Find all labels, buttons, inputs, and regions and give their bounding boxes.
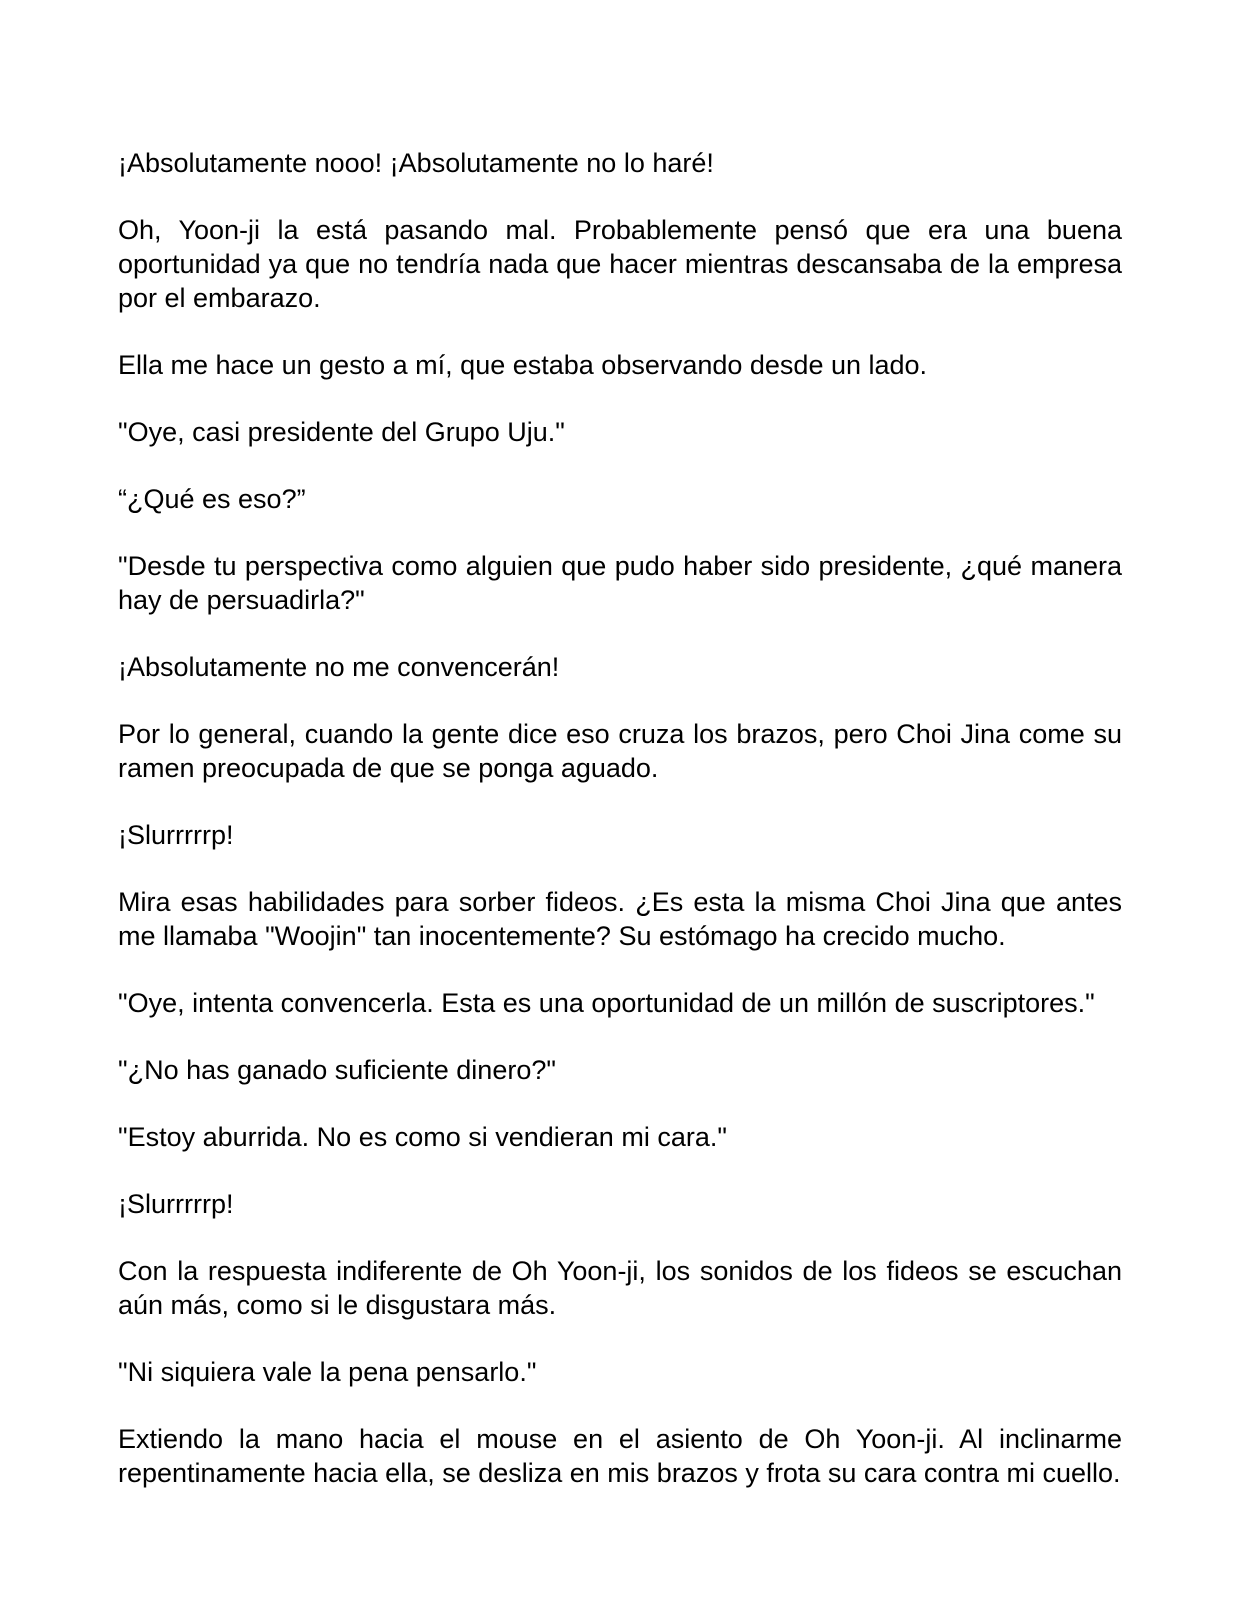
paragraph-2: Oh, Yoon-ji la está pasando mal. Probablemente pensó que era una buena oportunidad ya que no tendría nada que hacer mientras descansaba de la empresa por el embarazo. [118, 215, 1122, 313]
paragraph-7: ¡Absolutamente no me convencerán! [118, 652, 560, 682]
paragraph-15: Con la respuesta indiferente de Oh Yoon-ji, los sonidos de los fideos se escuchan aún más, como si le disgustara más. [118, 1256, 1122, 1320]
paragraph-16: "Ni siquiera vale la pena pensarlo." [118, 1357, 537, 1387]
paragraph-13: "Estoy aburrida. No es como si vendieran mi cara." [118, 1122, 727, 1152]
paragraph-3: Ella me hace un gesto a mí, que estaba observando desde un lado. [118, 350, 928, 380]
paragraph-12: "¿No has ganado suficiente dinero?" [118, 1055, 556, 1085]
paragraph-14: ¡Slurrrrrp! [118, 1189, 234, 1219]
paragraph-11: "Oye, intenta convencerla. Esta es una oportunidad de un millón de suscriptores." [118, 988, 1095, 1018]
paragraph-1: ¡Absolutamente nooo! ¡Absolutamente no lo haré! [118, 148, 714, 178]
paragraph-10: Mira esas habilidades para sorber fideos. ¿Es esta la misma Choi Jina que antes me llamaba "Woojin" tan inocentemente? Su estómago ha crecido mucho. [118, 887, 1122, 951]
paragraph-4: "Oye, casi presidente del Grupo Uju." [118, 417, 565, 447]
paragraph-8: Por lo general, cuando la gente dice eso cruza los brazos, pero Choi Jina come su ramen preocupada de que se ponga aguado. [118, 719, 1122, 783]
paragraph-6: "Desde tu perspectiva como alguien que pudo haber sido presidente, ¿qué manera hay de persuadirla?" [118, 551, 1122, 615]
paragraph-17: Extiendo la mano hacia el mouse en el asiento de Oh Yoon-ji. Al inclinarme repentinamente hacia ella, se desliza en mis brazos y frota su cara contra mi cuello. [118, 1424, 1122, 1488]
document-body [118, 146, 1122, 1523]
paragraph-9: ¡Slurrrrrp! [118, 820, 234, 850]
paragraph-5: “¿Qué es eso?” [118, 484, 306, 514]
